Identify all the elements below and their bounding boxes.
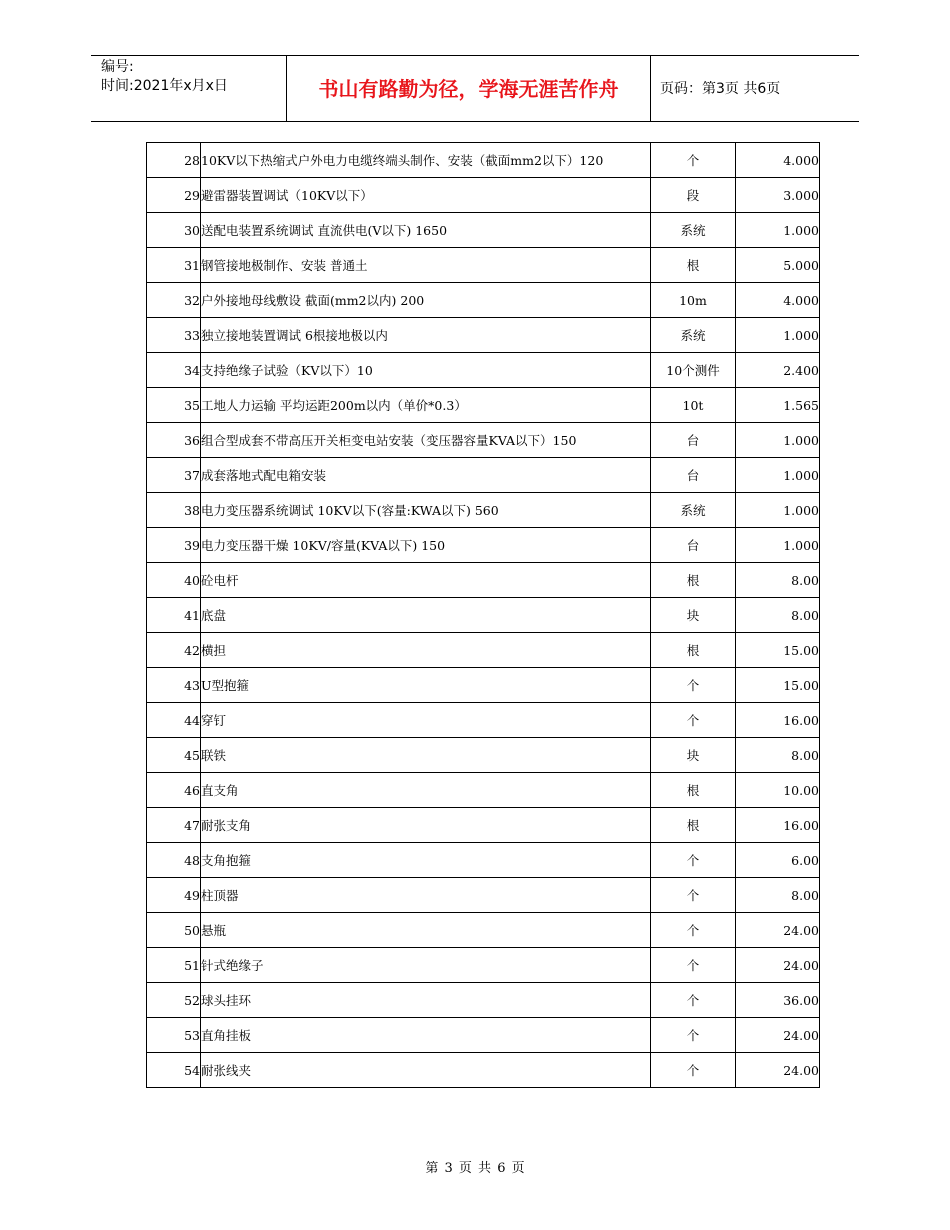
item-name: 10KV以下热缩式户外电力电缆终端头制作、安装（截面mm2以下）120 [201,143,651,178]
item-unit: 个 [651,1053,736,1088]
table-row [147,318,820,353]
item-quantity: 1.000 [736,493,820,528]
row-number: 30 [147,213,201,248]
row-number: 41 [147,598,201,633]
row-number: 51 [147,948,201,983]
item-quantity: 15.00 [736,633,820,668]
item-name: 耐张线夹 [201,1053,651,1088]
row-number: 54 [147,1053,201,1088]
item-name: 穿钉 [201,703,651,738]
item-quantity: 5.000 [736,248,820,283]
item-quantity: 8.00 [736,738,820,773]
row-number: 42 [147,633,201,668]
table-row [147,738,820,773]
item-name: 联铁 [201,738,651,773]
item-quantity: 2.400 [736,353,820,388]
item-quantity: 4.000 [736,143,820,178]
table-row [147,668,820,703]
header-top-rule [91,55,859,56]
table-row [147,598,820,633]
row-number: 29 [147,178,201,213]
item-unit: 个 [651,948,736,983]
item-unit: 系统 [651,318,736,353]
item-unit: 系统 [651,493,736,528]
document-number-label: 编号: [101,59,134,75]
table-row [147,948,820,983]
table-row [147,458,820,493]
item-name: 钢管接地极制作、安装 普通土 [201,248,651,283]
items-table [146,142,820,1088]
item-unit: 系统 [651,213,736,248]
item-unit: 台 [651,528,736,563]
items-table-body [147,143,820,1088]
item-name: 耐张支角 [201,808,651,843]
row-number: 48 [147,843,201,878]
item-name: 悬瓶 [201,913,651,948]
row-number: 37 [147,458,201,493]
header-motto: 书山有路勤为径，学海无涯苦作舟 [318,77,619,101]
item-name: 底盘 [201,598,651,633]
item-quantity: 3.000 [736,178,820,213]
item-quantity: 16.00 [736,808,820,843]
item-name: 柱顶器 [201,878,651,913]
item-name: 砼电杆 [201,563,651,598]
item-unit: 根 [651,248,736,283]
item-name: 球头挂环 [201,983,651,1018]
item-name: 横担 [201,633,651,668]
item-unit: 根 [651,563,736,598]
item-unit: 个 [651,143,736,178]
table-row [147,703,820,738]
item-name: 组合型成套不带高压开关柜变电站安装（变压器容量KVA以下）150 [201,423,651,458]
item-name: 直支角 [201,773,651,808]
item-quantity: 24.00 [736,1053,820,1088]
item-quantity: 6.00 [736,843,820,878]
table-row [147,283,820,318]
item-name: 独立接地装置调试 6根接地极以内 [201,318,651,353]
table-row [147,983,820,1018]
table-row [147,388,820,423]
row-number: 39 [147,528,201,563]
item-name: 直角挂板 [201,1018,651,1053]
row-number: 40 [147,563,201,598]
table-row [147,843,820,878]
row-number: 35 [147,388,201,423]
row-number: 34 [147,353,201,388]
row-number: 49 [147,878,201,913]
item-unit: 台 [651,423,736,458]
table-row [147,563,820,598]
item-name: 电力变压器干燥 10KV/容量(KVA以下) 150 [201,528,651,563]
item-unit: 块 [651,738,736,773]
item-unit: 个 [651,703,736,738]
table-row [147,353,820,388]
table-row [147,528,820,563]
item-quantity: 8.00 [736,598,820,633]
item-quantity: 24.00 [736,913,820,948]
table-row [147,773,820,808]
item-name: 工地人力运输 平均运距200m以内（单价*0.3） [201,388,651,423]
item-quantity: 4.000 [736,283,820,318]
table-row [147,1053,820,1088]
document-time-label: 时间:2021年x月x日 [101,78,228,94]
item-quantity: 8.00 [736,878,820,913]
item-name: U型抱箍 [201,668,651,703]
item-quantity: 24.00 [736,948,820,983]
row-number: 43 [147,668,201,703]
item-unit: 个 [651,1018,736,1053]
item-quantity: 1.000 [736,528,820,563]
row-number: 32 [147,283,201,318]
table-row [147,493,820,528]
item-unit: 个 [651,983,736,1018]
row-number: 36 [147,423,201,458]
row-number: 53 [147,1018,201,1053]
table-row [147,143,820,178]
row-number: 47 [147,808,201,843]
row-number: 50 [147,913,201,948]
item-name: 针式绝缘子 [201,948,651,983]
item-unit: 10个测件 [651,353,736,388]
item-quantity: 8.00 [736,563,820,598]
item-unit: 个 [651,668,736,703]
item-unit: 个 [651,913,736,948]
table-row [147,213,820,248]
item-unit: 10m [651,283,736,318]
item-quantity: 1.000 [736,423,820,458]
item-name: 避雷器装置调试（10KV以下） [201,178,651,213]
row-number: 46 [147,773,201,808]
item-quantity: 36.00 [736,983,820,1018]
item-name: 成套落地式配电箱安装 [201,458,651,493]
item-quantity: 1.565 [736,388,820,423]
item-quantity: 1.000 [736,213,820,248]
header-divider-right [650,55,651,121]
item-name: 支角抱箍 [201,843,651,878]
table-row [147,913,820,948]
item-quantity: 1.000 [736,318,820,353]
item-quantity: 16.00 [736,703,820,738]
item-quantity: 10.00 [736,773,820,808]
row-number: 28 [147,143,201,178]
table-row [147,1018,820,1053]
table-row [147,633,820,668]
table-row [147,178,820,213]
table-row [147,878,820,913]
item-quantity: 24.00 [736,1018,820,1053]
item-quantity: 1.000 [736,458,820,493]
header-bottom-rule [91,121,859,122]
item-unit: 块 [651,598,736,633]
row-number: 45 [147,738,201,773]
item-quantity: 15.00 [736,668,820,703]
item-unit: 根 [651,633,736,668]
item-name: 电力变压器系统调试 10KV以下(容量:KWA以下) 560 [201,493,651,528]
item-unit: 根 [651,808,736,843]
row-number: 31 [147,248,201,283]
item-unit: 个 [651,878,736,913]
row-number: 33 [147,318,201,353]
header-left-info [101,58,228,96]
row-number: 52 [147,983,201,1018]
page-footer: 第 3 页 共 6 页 [425,1161,525,1176]
item-unit: 个 [651,843,736,878]
item-unit: 根 [651,773,736,808]
item-name: 送配电装置系统调试 直流供电(V以下) 1650 [201,213,651,248]
row-number: 44 [147,703,201,738]
item-unit: 10t [651,388,736,423]
table-row [147,808,820,843]
row-number: 38 [147,493,201,528]
header-page-info: 页码：第3页 共6页 [660,81,781,97]
table-row [147,248,820,283]
item-unit: 台 [651,458,736,493]
item-unit: 段 [651,178,736,213]
table-row [147,423,820,458]
item-name: 户外接地母线敷设 截面(mm2以内) 200 [201,283,651,318]
item-name: 支持绝缘子试验（KV以下）10 [201,353,651,388]
